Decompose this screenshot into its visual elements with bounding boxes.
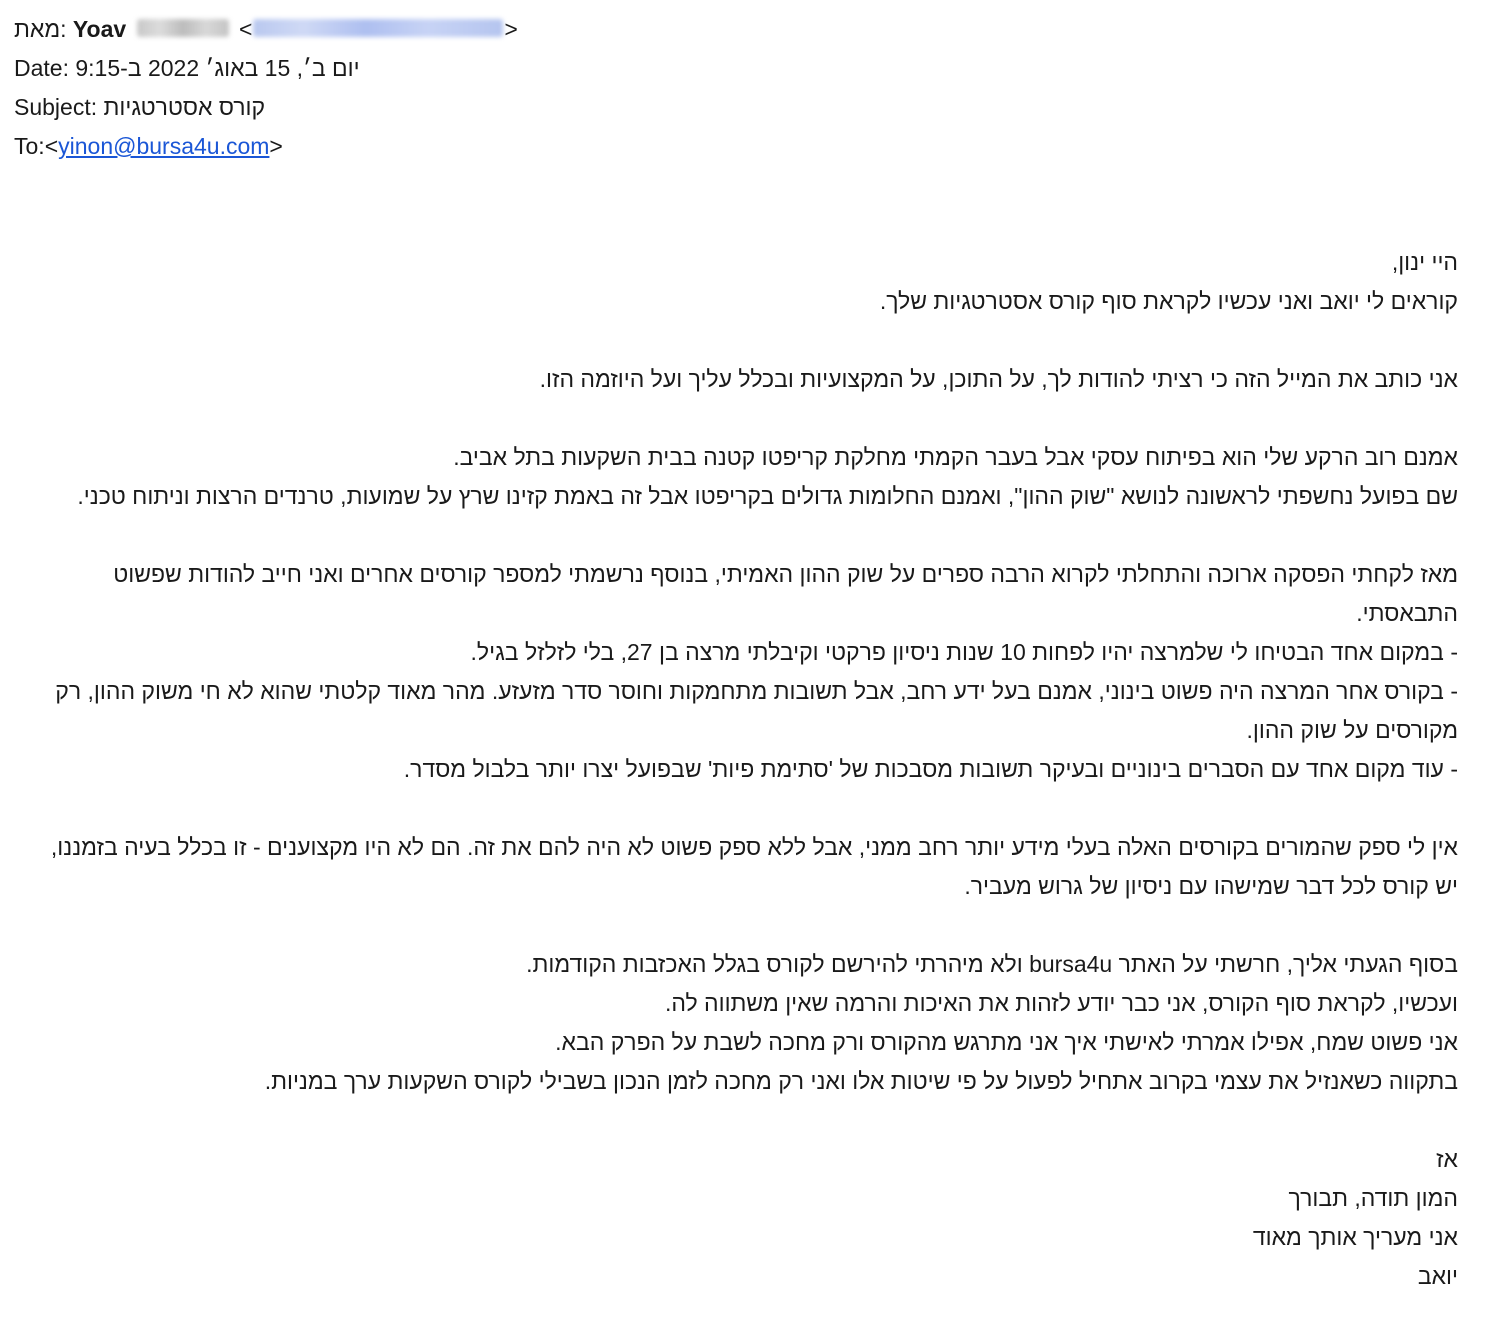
email-header bbox=[14, 10, 914, 166]
conclusion-line-2: ועכשיו, לקראת סוף הקורס, אני כבר יודע לזהות את האיכות והרמה שאין משתווה לה. bbox=[664, 990, 1458, 1016]
greeting-line: היי ינון, bbox=[1391, 249, 1458, 275]
to-row bbox=[14, 127, 914, 166]
greeting-paragraph bbox=[38, 243, 1458, 321]
experience-bullet-3: - עוד מקום אחד עם הסברים בינוניים ובעיקר תשובות מסבכות של 'סתימת פיות' שבפועל יצרו יותר בלבול מסדר. bbox=[403, 756, 1458, 782]
background-line-2: שם בפועל נחשפתי לראשונה לנושא "שוק ההון", ואמנם החלומות גדולים בקריפטו אבל זה באמת קזינו שרץ על שמועות, טרנדים הרצות וניתוח טכני. bbox=[77, 483, 1458, 509]
to-open-bracket: < bbox=[44, 133, 59, 159]
from-row bbox=[14, 10, 914, 49]
conclusion-line-1: בסוף הגעתי אליך, חרשתי על האתר bursa4u ולא מיהרתי להירשם לקורס בגלל האכזבות הקודמות. bbox=[526, 951, 1458, 977]
date-label: Date: bbox=[14, 55, 69, 81]
date-row bbox=[14, 49, 914, 88]
thanks-line: אני כותב את המייל הזה כי רציתי להודות לך, על התוכן, על המקצועיות ובכלל עליך ועל היוזמה הזו. bbox=[539, 366, 1458, 392]
email-open-bracket: < bbox=[238, 16, 253, 42]
opinion-paragraph bbox=[38, 828, 1458, 906]
signature-block bbox=[38, 1140, 1458, 1296]
signature-line-2: המון תודה, תבורך bbox=[1288, 1185, 1458, 1211]
experience-paragraph bbox=[38, 555, 1458, 789]
background-line-1: אמנם רוב הרקע שלי הוא בפיתוח עסקי אבל בעבר הקמתי מחלקת קריפטו קטנה בבית השקעות בתל אביב. bbox=[453, 444, 1458, 470]
from-label: מאת: bbox=[14, 16, 67, 42]
email-close-bracket: > bbox=[504, 16, 518, 42]
background-paragraph bbox=[38, 438, 1458, 516]
subject-value: קורס אסטרטגיות bbox=[103, 94, 266, 120]
experience-bullet-1: - במקום אחד הבטיחו לי שלמרצה יהיו לפחות 10 שנות ניסיון פרקטי וקיבלתי מרצה בן 27, בלי לזלזל בגיל. bbox=[470, 639, 1458, 665]
conclusion-line-4: בתקווה כשאנזיל את עצמי בקרוב אתחיל לפעול על פי שיטות אלו ואני רק מחכה לזמן הנכון בשבילי לקורס השקעות ערך במניות. bbox=[264, 1068, 1458, 1094]
signature-line-1: אז bbox=[1436, 1146, 1458, 1172]
sender-surname-redacted bbox=[137, 19, 229, 37]
thanks-paragraph bbox=[38, 360, 1458, 399]
date-value: יום ב׳, 15 באוג׳ 2022 ב-9:15 bbox=[75, 55, 360, 81]
subject-row bbox=[14, 88, 914, 127]
sender-email-redacted[interactable] bbox=[253, 19, 503, 37]
sender-name: Yoav bbox=[72, 16, 127, 42]
conclusion-paragraph bbox=[38, 945, 1458, 1101]
recipient-email-link[interactable]: yinon@bursa4u.com bbox=[58, 133, 270, 159]
opinion-line: אין לי ספק שהמורים בקורסים האלה בעלי מידע יותר רחב ממני, אבל ללא ספק פשוט לא היה להם את זה. הם לא היו מקצוענים - זו בכלל בעיה בזמננו, יש קורס לכל דבר שמישהו עם ניסיון של גרוש מעביר. bbox=[50, 834, 1458, 899]
to-label: To: bbox=[14, 133, 45, 159]
experience-bullet-2: - בקורס אחר המרצה היה פשוט בינוני, אמנם בעל ידע רחב, אבל תשובות מתחמקות וחוסר סדר מזעזע. מהר מאוד קלטתי שהוא לא חי משוק ההון, רק מקורסים על שוק ההון. bbox=[55, 678, 1458, 743]
to-close-bracket: > bbox=[269, 133, 283, 159]
email-body bbox=[38, 243, 1458, 1335]
conclusion-line-3: אני פשוט שמח, אפילו אמרתי לאישתי איך אני מתרגש מהקורס ורק מחכה לשבת על הפרק הבא. bbox=[555, 1029, 1458, 1055]
subject-label: Subject: bbox=[14, 94, 98, 120]
signature-name: יואב bbox=[1417, 1263, 1458, 1289]
experience-line-1: מאז לקחתי הפסקה ארוכה והתחלתי לקרוא הרבה ספרים על שוק ההון האמיתי, בנוסף נרשמתי למספר קורסים אחרים ואני חייב להודות שפשוט התבאסתי. bbox=[113, 561, 1458, 626]
intro-line: קוראים לי יואב ואני עכשיו לקראת סוף קורס אסטרטגיות שלך. bbox=[879, 288, 1458, 314]
signature-line-3: אני מעריך אותך מאוד bbox=[1252, 1224, 1458, 1250]
